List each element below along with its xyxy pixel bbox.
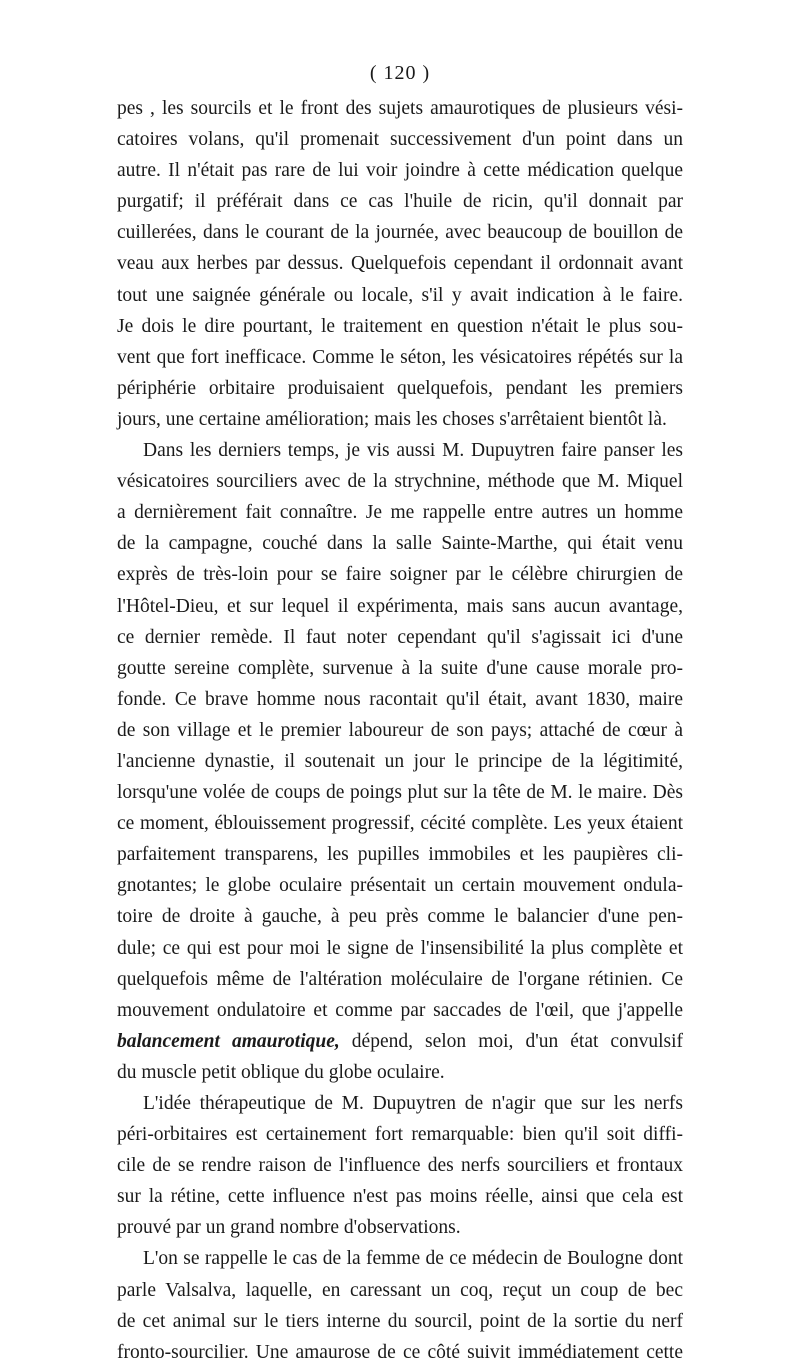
text-line: ce dernier remède. Il faut noter cependant qu'il s'agissait ici d'une: [117, 626, 683, 648]
text-line: vésicatoires sourciliers avec de la strychnine, méthode que M. Miquel: [117, 471, 683, 493]
text-line: catoires volans, qu'il promenait successivement d'un point dans un: [117, 129, 683, 151]
text-line: du muscle petit oblique du globe oculaire.: [117, 1061, 445, 1083]
text-line: tout une saignée générale ou locale, s'il y avait indication à le faire.: [117, 284, 683, 306]
text-line: jours, une certaine amélioration; mais les choses s'arrêtaient bientôt là.: [117, 408, 667, 430]
text-line: fonde. Ce brave homme nous racontait qu'il était, avant 1830, maire: [117, 688, 683, 710]
text-line: a dernièrement fait connaître. Je me rappelle entre autres un homme: [117, 502, 683, 524]
text-line: veau aux herbes par dessus. Quelquefois cependant il ordonnait avant: [117, 253, 683, 275]
text-line: parfaitement transparens, les pupilles immobiles et les paupières cli-: [117, 844, 683, 866]
text-line: cile de se rendre raison de l'influence des nerfs sourciliers et frontaux: [117, 1155, 683, 1177]
text-line: fronto-sourcilier. Une amaurose de ce côté suivit immédiatement cette: [117, 1341, 683, 1363]
text-line: parle Valsalva, laquelle, en caressant un coq, reçut un coup de bec: [117, 1279, 683, 1301]
text-line: sur la rétine, cette influence n'est pas moins réelle, ainsi que cela est: [117, 1186, 683, 1208]
page-number: ( 120 ): [369, 62, 431, 84]
body-text: [117, 93, 683, 1368]
text-line: dule; ce qui est pour moi le signe de l'insensibilité la plus complète et: [117, 937, 683, 959]
text-line: goutte sereine complète, survenue à la suite d'une cause morale pro-: [117, 657, 683, 679]
text-line: de cet animal sur le tiers interne du sourcil, point de la sortie du nerf: [117, 1310, 683, 1332]
paragraph-start-line: L'idée thérapeutique de M. Dupuytren de n'agir que sur les nerfs: [143, 1093, 683, 1114]
text-line: périphérie orbitaire produisaient quelquefois, pendant les premiers: [117, 377, 683, 399]
paragraph-start-line: Dans les derniers temps, je vis aussi M. Dupuytren faire panser les: [143, 440, 683, 462]
text-line: exprès de très-loin pour se faire soigner par le célèbre chirurgien de: [117, 564, 683, 586]
text-line: de son village et le premier laboureur de son pays; attaché de cœur à: [117, 719, 683, 741]
text-line: Je dois le dire pourtant, le traitement en question n'était le plus sou-: [117, 315, 683, 337]
text-line: péri-orbitaires est certainement fort remarquable: bien qu'il soit diffi-: [117, 1124, 683, 1146]
text-line: mouvement ondulatoire et comme par saccades de l'œil, que j'appelle: [117, 999, 683, 1021]
text-line: de la campagne, couché dans la salle Sainte-Marthe, qui était venu: [117, 533, 683, 555]
text-line: vent que fort inefficace. Comme le séton, les vésicatoires répétés sur la: [117, 346, 683, 368]
text-line: prouvé par un grand nombre d'observations.: [117, 1217, 461, 1239]
text-line: purgatif; il préférait dans ce cas l'huile de ricin, qu'il donnait par: [117, 191, 683, 213]
text-line: cuillerées, dans le courant de la journée, avec beaucoup de bouillon de: [117, 222, 683, 244]
italic-term: balancement amaurotique,: [117, 1030, 340, 1052]
text-line-rest: dépend, selon moi, d'un état convulsif: [351, 1030, 683, 1052]
text-line: l'Hôtel-Dieu, et sur lequel il expérimenta, mais sans aucun avantage,: [117, 595, 683, 617]
text-line: lorsqu'une volée de coups de poings plut sur la tête de M. le maire. Dès: [117, 782, 683, 804]
text-line: gnotantes; le globe oculaire présentait un certain mouvement ondula-: [117, 875, 683, 897]
text-line: pes , les sourcils et le front des sujets amaurotiques de plusieurs vési-: [117, 98, 683, 119]
paragraph-start-line: L'on se rappelle le cas de la femme de ce médecin de Boulogne dont: [143, 1248, 683, 1270]
text-line: toire de droite à gauche, à peu près comme le balancier d'une pen-: [117, 906, 683, 928]
text-line-with-italic: [117, 1026, 683, 1057]
text-line: l'ancienne dynastie, il soutenait un jour le principe de la légitimité,: [117, 750, 683, 772]
text-line: ce moment, éblouissement progressif, cécité complète. Les yeux étaient: [117, 813, 683, 835]
text-line: autre. Il n'était pas rare de lui voir joindre à cette médication quelque: [117, 160, 683, 182]
text-line: quelquefois même de l'altération moléculaire de l'organe rétinien. Ce: [117, 968, 683, 990]
